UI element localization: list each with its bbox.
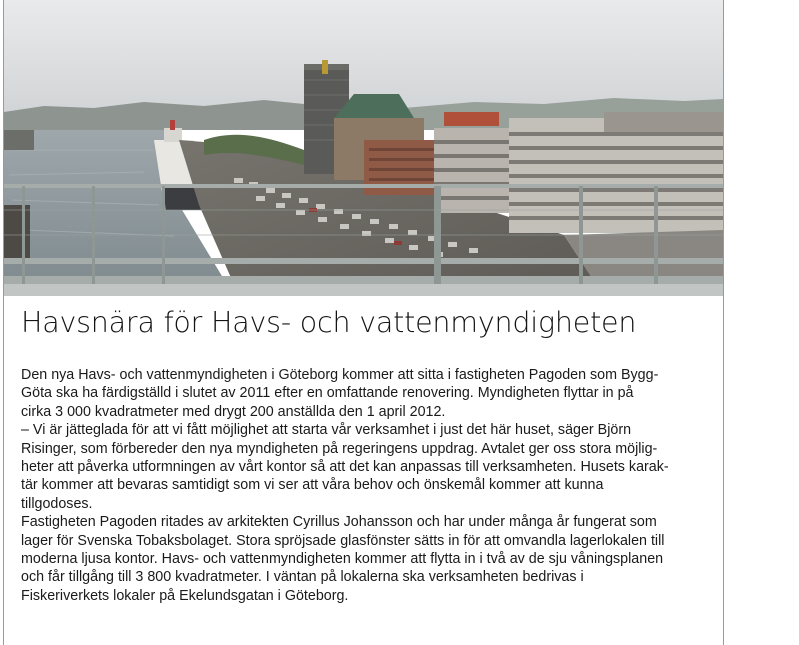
body-line: tär kommer att bevaras samtidigt som vi ser att våra behov och önskemål kommer att kunna	[21, 477, 604, 494]
body-line: cirka 3 000 kvadratmeter med drygt 200 anställda den 1 april 2012.	[21, 403, 446, 420]
body-line: heter att påverka utformningen av vårt kontor så att det kan anpassas till verksamheten. Husets karak-	[21, 459, 669, 476]
body-line: Fiskeriverkets lokaler på Ekelundsgatan i Göteborg.	[21, 587, 349, 604]
body-line: tillgodoses.	[21, 495, 93, 512]
body-line: – Vi är jätteglada för att vi fått möjlighet att starta vår verksamhet i just det här huset, säger Björn	[21, 422, 632, 439]
article-headline: Havsnära för Havs- och vattenmyndigheten	[21, 306, 637, 339]
body-line: och får tillgång till 3 800 kvadratmeter. I väntan på lokalerna ska verksamheten bedrivas i	[21, 569, 584, 586]
body-line: Göta ska ha färdigställd i slutet av 2011 efter en omfattande renovering. Myndigheten flyttar in på	[21, 385, 634, 402]
article-page	[3, 0, 724, 645]
body-line: lager för Svenska Tobaksbolaget. Stora spröjsade glasfönster sätts in för att omvandla lagerlokalen till	[21, 532, 665, 549]
body-line: Den nya Havs- och vattenmyndigheten i Göteborg kommer att sitta i fastigheten Pagoden som Bygg-	[21, 367, 659, 383]
body-line: Risinger, som förbereder den nya myndigheten på regeringens uppdrag. Avtalet ger oss stora möjlig-	[21, 440, 658, 457]
harbor-photo	[4, 0, 724, 296]
body-line: moderna ljusa kontor. Havs- och vattenmyndigheten kommer att flytta in i två av de sju våningsplanen	[21, 551, 664, 568]
body-line: Fastigheten Pagoden ritades av arkitekten Cyrillus Johansson och har under många år fungerat som	[21, 514, 657, 531]
article-body	[21, 366, 724, 605]
